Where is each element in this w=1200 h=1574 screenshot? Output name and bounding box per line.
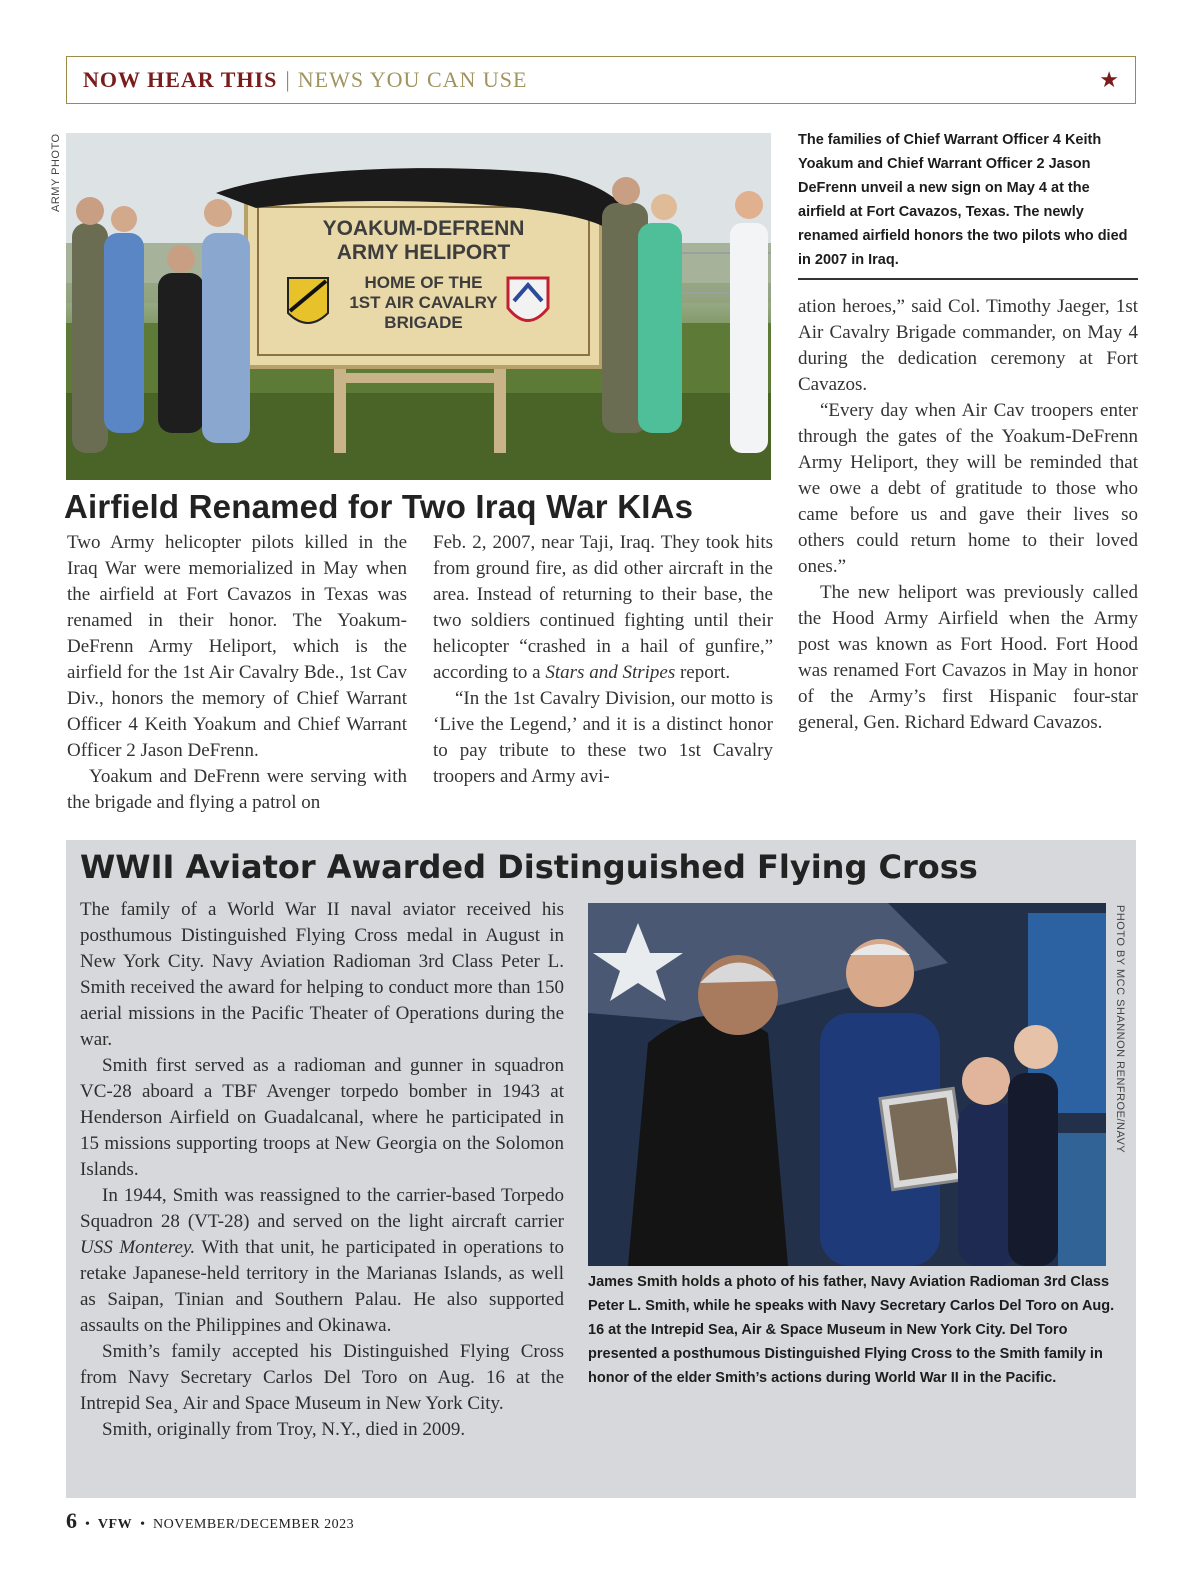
header-separator: | bbox=[285, 67, 290, 92]
article1-paragraph bbox=[433, 530, 773, 686]
sign-line-1: YOAKUM-DEFRENN bbox=[322, 217, 525, 240]
page-number: 6 bbox=[66, 1508, 77, 1533]
text-run: With that unit, he participated in operations to retake Japanese-held territory in the Marianas Islands, as well as Saipan, Tinian and Southern Palau. He also supported assaults on the Philippines and Okinawa. bbox=[80, 1237, 564, 1336]
text-run: In 1944, Smith was reassigned to the carrier-based Torpedo Squadron 28 (VT-28) and served on the light aircraft carrier bbox=[80, 1185, 564, 1232]
article1-column-1 bbox=[67, 530, 407, 816]
article1-paragraph: “Every day when Air Cav troopers enter through the gates of the Yoakum-DeFrenn Army Heliport, they will be reminded that we owe a debt of gratitude to those who came before us and gave their lives so others could return home to their loved ones.” bbox=[798, 400, 1138, 577]
sign-line-2: ARMY HELIPORT bbox=[336, 241, 511, 264]
article1-column-2 bbox=[433, 530, 773, 790]
article2-paragraph: Smith first served as a radioman and gunner in squadron VC-28 aboard a TBF Avenger torpedo bomber in 1943 at Henderson Airfield on Guadalcanal, where he participated in 15 missions supporting troops at New Georgia on the Solomon Islands. bbox=[80, 1055, 564, 1180]
sign-line-5: BRIGADE bbox=[384, 313, 463, 332]
article-title-wwii: WWII Aviator Awarded Distinguished Flying Cross bbox=[80, 848, 978, 886]
award-ceremony-photo bbox=[588, 903, 1106, 1266]
article2-paragraph: Smith, originally from Troy, N.Y., died in 2009. bbox=[102, 1419, 466, 1440]
text-run: report. bbox=[675, 662, 731, 683]
article1-column-3 bbox=[798, 294, 1138, 736]
section-header bbox=[66, 56, 1136, 104]
section-subtitle: NEWS YOU CAN USE bbox=[297, 67, 528, 92]
publication-name: Stars and Stripes bbox=[545, 662, 676, 683]
article1-paragraph: ation heroes,” said Col. Timothy Jaeger, 1st Air Cavalry Brigade commander, on May 4 during the dedication ceremony at Fort Cavazos. bbox=[798, 296, 1138, 395]
text-run: Feb. 2, 2007, near Taji, Iraq. They took hits from ground fire, as did other aircraft in the area. Instead of returning to their base, the two soldiers continued fighting until their helicopter “crashed in a hail of gunfire,” according to a bbox=[433, 532, 773, 683]
article-title-airfield: Airfield Renamed for Two Iraq War KIAs bbox=[64, 488, 694, 525]
section-title: NOW HEAR THIS bbox=[83, 67, 278, 92]
photo-credit-army: ARMY PHOTO bbox=[50, 133, 62, 212]
sign-line-4: 1ST AIR CAVALRY bbox=[349, 293, 498, 312]
star-icon: ★ bbox=[1099, 67, 1119, 92]
sign-line-3: HOME OF THE bbox=[364, 273, 483, 292]
article2-paragraph bbox=[80, 1183, 564, 1339]
caption-divider bbox=[798, 278, 1138, 280]
footer-bullet: • bbox=[85, 1517, 90, 1532]
photo-credit-navy: PHOTO BY MCC SHANNON RENFROE/NAVY bbox=[1114, 905, 1126, 1154]
award-photo-illustration bbox=[588, 903, 1106, 1266]
ship-name: USS Monterey. bbox=[80, 1237, 196, 1258]
article1-paragraph: The new heliport was previously called the Hood Army Airfield when the Army post was known as Fort Hood. Fort Hood was renamed Fort Cavazos in May in honor of the Army’s first Hispanic four-star general, Gen. Richard Edward Cavazos. bbox=[798, 582, 1138, 733]
heliport-sign-photo bbox=[66, 133, 771, 480]
photo-caption-award: James Smith holds a photo of his father, Navy Aviation Radioman 3rd Class Peter L. Smith, while he speaks with Navy Secretary Carlos Del Toro on Aug. 16 at the Intrepid Sea, Air & Space Museum in New York City. Del Toro presented a posthumous Distinguished Flying Cross to the Smith family in honor of the elder Smith’s actions during World War II in the Pacific. bbox=[588, 1274, 1115, 1386]
article1-paragraph: Two Army helicopter pilots killed in the Iraq War were memorialized in May when the airfield at Fort Cavazos in Texas was renamed in their honor. The Yoakum-DeFrenn Army Heliport, which is the airfield for the 1st Air Cavalry Bde., 1st Cav Div., honors the memory of Chief Warrant Officer 4 Keith Yoakum and Chief Warrant Officer 2 Jason DeFrenn. bbox=[67, 532, 407, 761]
photo-caption-heliport: The families of Chief Warrant Officer 4 Keith Yoakum and Chief Warrant Officer 2 Jason DeFrenn unveil a new sign on May 4 at the airfield at Fort Cavazos, Texas. The newly renamed airfield honors the two pilots who died in 2007 in Iraq. bbox=[798, 132, 1128, 268]
article2-body bbox=[80, 897, 564, 1443]
article1-paragraph: “In the 1st Cavalry Division, our motto is ‘Live the Legend,’ and it is a distinct honor to pay tribute to these two 1st Cavalry troopers and Army avi- bbox=[433, 688, 773, 787]
page-footer bbox=[66, 1508, 354, 1534]
article2-paragraph: The family of a World War II naval aviator received his posthumous Distinguished Flying Cross medal in August in New York City. Navy Aviation Radioman 3rd Class Peter L. Smith received the award for helping to conduct more than 150 aerial missions in the Pacific Theater of Operations during the war. bbox=[80, 899, 564, 1050]
article2-paragraph: Smith’s family accepted his Distinguished Flying Cross from Navy Secretary Carlos Del Toro on Aug. 16 at the Intrepid Sea¸ Air and Space Museum in New York City. bbox=[80, 1341, 564, 1414]
magazine-name: VFW bbox=[97, 1517, 133, 1532]
article1-paragraph: Yoakum and DeFrenn were serving with the brigade and flying a patrol on bbox=[67, 766, 407, 813]
sign-text bbox=[246, 195, 601, 367]
footer-bullet: • bbox=[140, 1517, 145, 1532]
issue-date: NOVEMBER/DECEMBER 2023 bbox=[152, 1517, 355, 1532]
